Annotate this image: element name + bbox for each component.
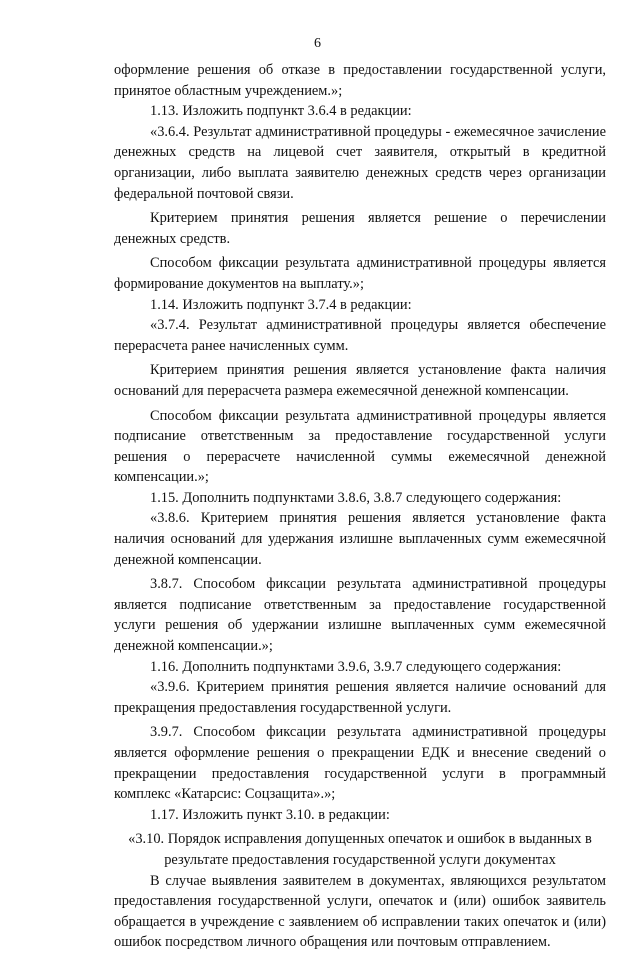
section-heading-3-10: «3.10. Порядок исправления допущенных опечаток и ошибок в выданных в результате предоставления государственной услуги документах	[128, 831, 592, 868]
paragraph-fixation-3-6: Способом фиксации результата административной процедуры является формирование документов на выплату.»;	[114, 255, 606, 292]
paragraph-3-8-6: «3.8.6. Критерием принятия решения является установление факта наличия оснований для удержания излишне выплаченных сумм ежемесячной денежной компенсации.	[114, 510, 606, 568]
document-body	[114, 60, 606, 953]
paragraph-3-6-4: «3.6.4. Результат административной процедуры - ежемесячное зачисление денежных средств на лицевой счет заявителя, открытый в кредитной организации, либо выплата заявителю денежных средств через организации федеральной почтовой связи.	[114, 123, 606, 202]
paragraph-3-9-6: «3.9.6. Критерием принятия решения является наличие оснований для прекращения предоставления государственной услуги.	[114, 679, 606, 716]
paragraph-fixation-3-7: Способом фиксации результата административной процедуры является подписание ответственным за предоставление государственной услуги решения о перерасчете начисленной суммы ежемесячной денежной компенсации.»;	[114, 407, 606, 486]
paragraph-3-10-body: В случае выявления заявителем в документах, являющихся результатом предоставления государственной услуги, опечаток и (или) ошибок заявитель обращается в учреждение с заявлением об исправлении таких опечаток и (или) ошибок посредством личного обращения или почтовым отправлением.	[114, 872, 606, 951]
paragraph-item-1-14: 1.14. Изложить подпункт 3.7.4 в редакции:	[150, 296, 412, 313]
paragraph-3-7-4: «3.7.4. Результат административной процедуры является обеспечение перерасчета ранее начисленных сумм.	[114, 317, 606, 354]
paragraph-item-1-15: 1.15. Дополнить подпунктами 3.8.6, 3.8.7 следующего содержания:	[150, 489, 562, 506]
paragraph-item-1-16: 1.16. Дополнить подпунктами 3.9.6, 3.9.7 следующего содержания:	[150, 658, 562, 675]
paragraph-item-1-17: 1.17. Изложить пункт 3.10. в редакции:	[150, 806, 390, 823]
paragraph-3-8-7: 3.8.7. Способом фиксации результата административной процедуры является подписание ответственным за предоставление государственной услуги решения об удержании излишне выплаченных сумм ежемесячной денежной компенсации.»;	[114, 576, 606, 655]
paragraph-criterion-3-7: Критерием принятия решения является установление факта наличия оснований для перерасчета размера ежемесячной денежной компенсации.	[114, 362, 606, 399]
paragraph-item-1-13: 1.13. Изложить подпункт 3.6.4 в редакции:	[150, 103, 412, 120]
paragraph-continuation: оформление решения об отказе в предоставлении государственной услуги, принятое областным учреждением.»;	[114, 62, 606, 99]
paragraph-criterion-3-6: Критерием принятия решения является решение о перечислении денежных средств.	[114, 210, 606, 247]
page-number: 6	[314, 36, 321, 51]
paragraph-3-9-7: 3.9.7. Способом фиксации результата административной процедуры является оформление решения о прекращении ЕДК и внесение сведений о прекращении предоставления государственной услуги в программный комплекс «Катарсис: Соцзащита».»;	[114, 724, 606, 803]
